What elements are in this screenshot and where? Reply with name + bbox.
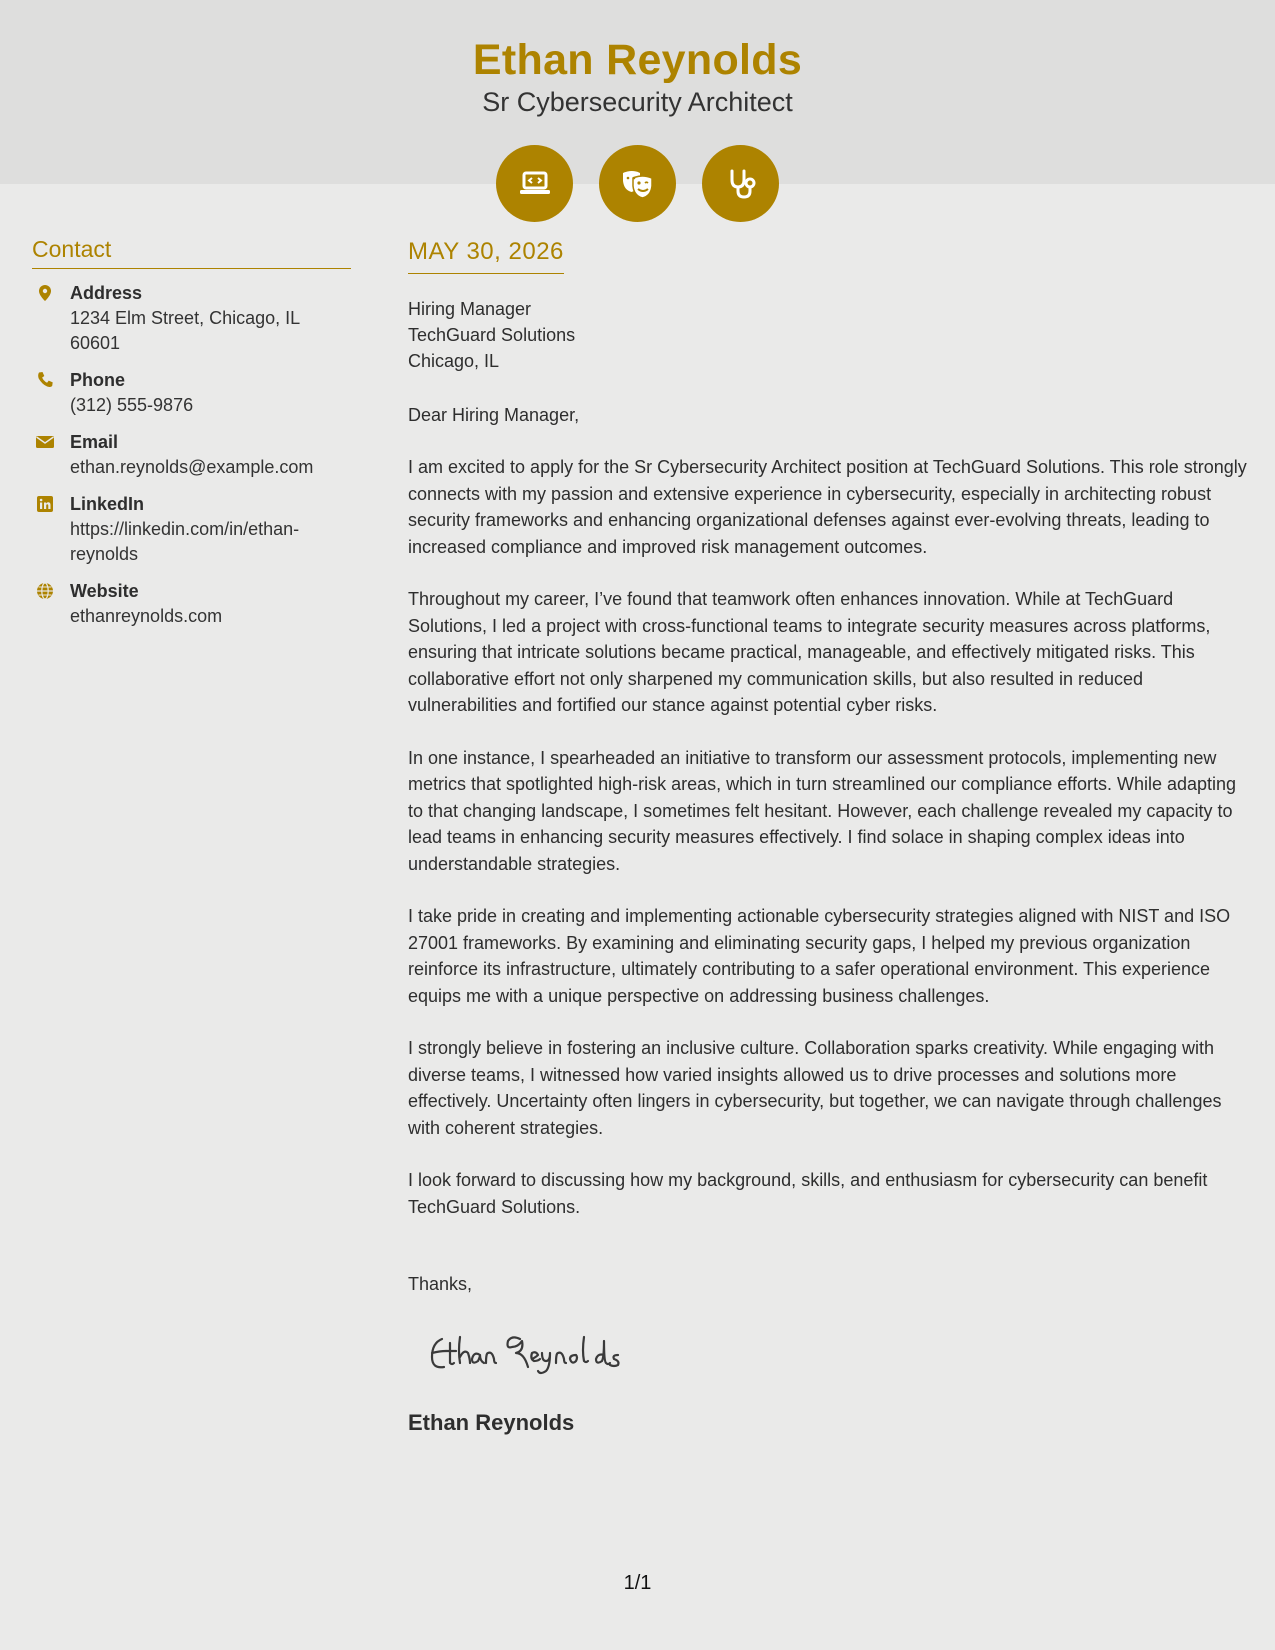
letter-date: MAY 30, 2026 <box>408 238 564 274</box>
laptop-code-icon <box>496 145 573 222</box>
contact-value: (312) 555-9876 <box>70 395 194 415</box>
contact-email <box>32 430 351 480</box>
contact-sidebar <box>32 236 351 641</box>
contact-website <box>32 579 351 629</box>
linkedin-icon <box>32 492 70 567</box>
contact-value[interactable]: ethanreynolds.com <box>70 606 223 626</box>
stethoscope-icon <box>702 145 779 222</box>
body-paragraph: I am excited to apply for the Sr Cybersecurity Architect position at TechGuard Solutions. This role strongly connects with my passion and extensive experience in cybersecurity, especially in architecting robust security frameworks and enhancing organizational defenses against ever-evolving threats, leading to increased compliance and improved risk management outcomes. <box>408 457 1247 557</box>
body-paragraph: I strongly believe in fostering an inclusive culture. Collaboration sparks creativity. While engaging with diverse teams, I witnessed how varied insights allowed us to drive processes and solutions more effectively. Uncertainty often lingers in cybersecurity, but together, we can navigate through challenges with coherent strategies. <box>408 1038 1222 1138</box>
phone-icon <box>32 368 70 418</box>
recipient-block <box>408 296 1253 374</box>
contact-heading: Contact <box>32 236 351 269</box>
body-paragraph: I take pride in creating and implementing actionable cybersecurity strategies aligned with NIST and ISO 27001 frameworks. By examining and eliminating security gaps, I helped my previous organization reinforce its infrastructure, ultimately contributing to a safer operational environment. This experience equips me with a unique perspective on addressing business challenges. <box>408 906 1231 1006</box>
contact-label: Address <box>70 283 143 303</box>
theater-masks-icon <box>599 145 676 222</box>
contact-phone <box>32 368 351 418</box>
closing: Thanks, <box>408 1274 473 1294</box>
body-paragraph: I look forward to discussing how my background, skills, and enthusiasm for cybersecurity can benefit TechGuard Solutions. <box>408 1170 1208 1217</box>
recipient-line: Chicago, IL <box>408 351 500 371</box>
body-paragraph: In one instance, I spearheaded an initiative to transform our assessment protocols, implementing new metrics that spotlighted high-risk areas, which in turn streamlined our compliance efforts. While adapting to that changing landscape, I sometimes felt hesitant. However, each challenge revealed my capacity to lead teams in enhancing security measures effectively. I find solace in shaping complex ideas into understandable strategies. <box>408 747 1237 874</box>
contact-address <box>32 281 351 356</box>
globe-icon <box>32 579 70 629</box>
handwritten-signature <box>420 1325 660 1377</box>
contact-value[interactable]: ethan.reynolds@example.com <box>70 457 314 477</box>
envelope-icon <box>32 430 70 480</box>
job-title: Sr Cybersecurity Architect <box>482 87 793 117</box>
letter-body <box>408 238 1253 1436</box>
contact-value[interactable]: https://linkedin.com/in/ethan-reynolds <box>70 519 300 564</box>
map-pin-icon <box>32 281 70 356</box>
interest-icons <box>0 145 1275 222</box>
contact-linkedin <box>32 492 351 567</box>
contact-label: Email <box>70 432 119 452</box>
body-paragraph: Throughout my career, I’ve found that teamwork often enhances innovation. While at TechGuard Solutions, I led a project with cross-functional teams to integrate security measures across platforms, ensuring that intricate solutions became practical, manageable, and effectively mitigated risks. This collaborative effort not only sharpened my communication skills, but also resulted in reduced vulnerabilities and fortified our stance against potential cyber risks. <box>408 589 1211 715</box>
recipient-line: TechGuard Solutions <box>408 325 576 345</box>
contact-label: LinkedIn <box>70 494 145 514</box>
contact-label: Website <box>70 581 139 601</box>
page-number: 1/1 <box>623 1572 652 1594</box>
contact-value: 1234 Elm Street, Chicago, IL 60601 <box>70 308 300 353</box>
applicant-name: Ethan Reynolds <box>472 36 803 84</box>
signer-name: Ethan Reynolds <box>408 1410 575 1435</box>
contact-label: Phone <box>70 370 126 390</box>
salutation: Dear Hiring Manager, <box>408 405 580 425</box>
recipient-line: Hiring Manager <box>408 299 532 319</box>
